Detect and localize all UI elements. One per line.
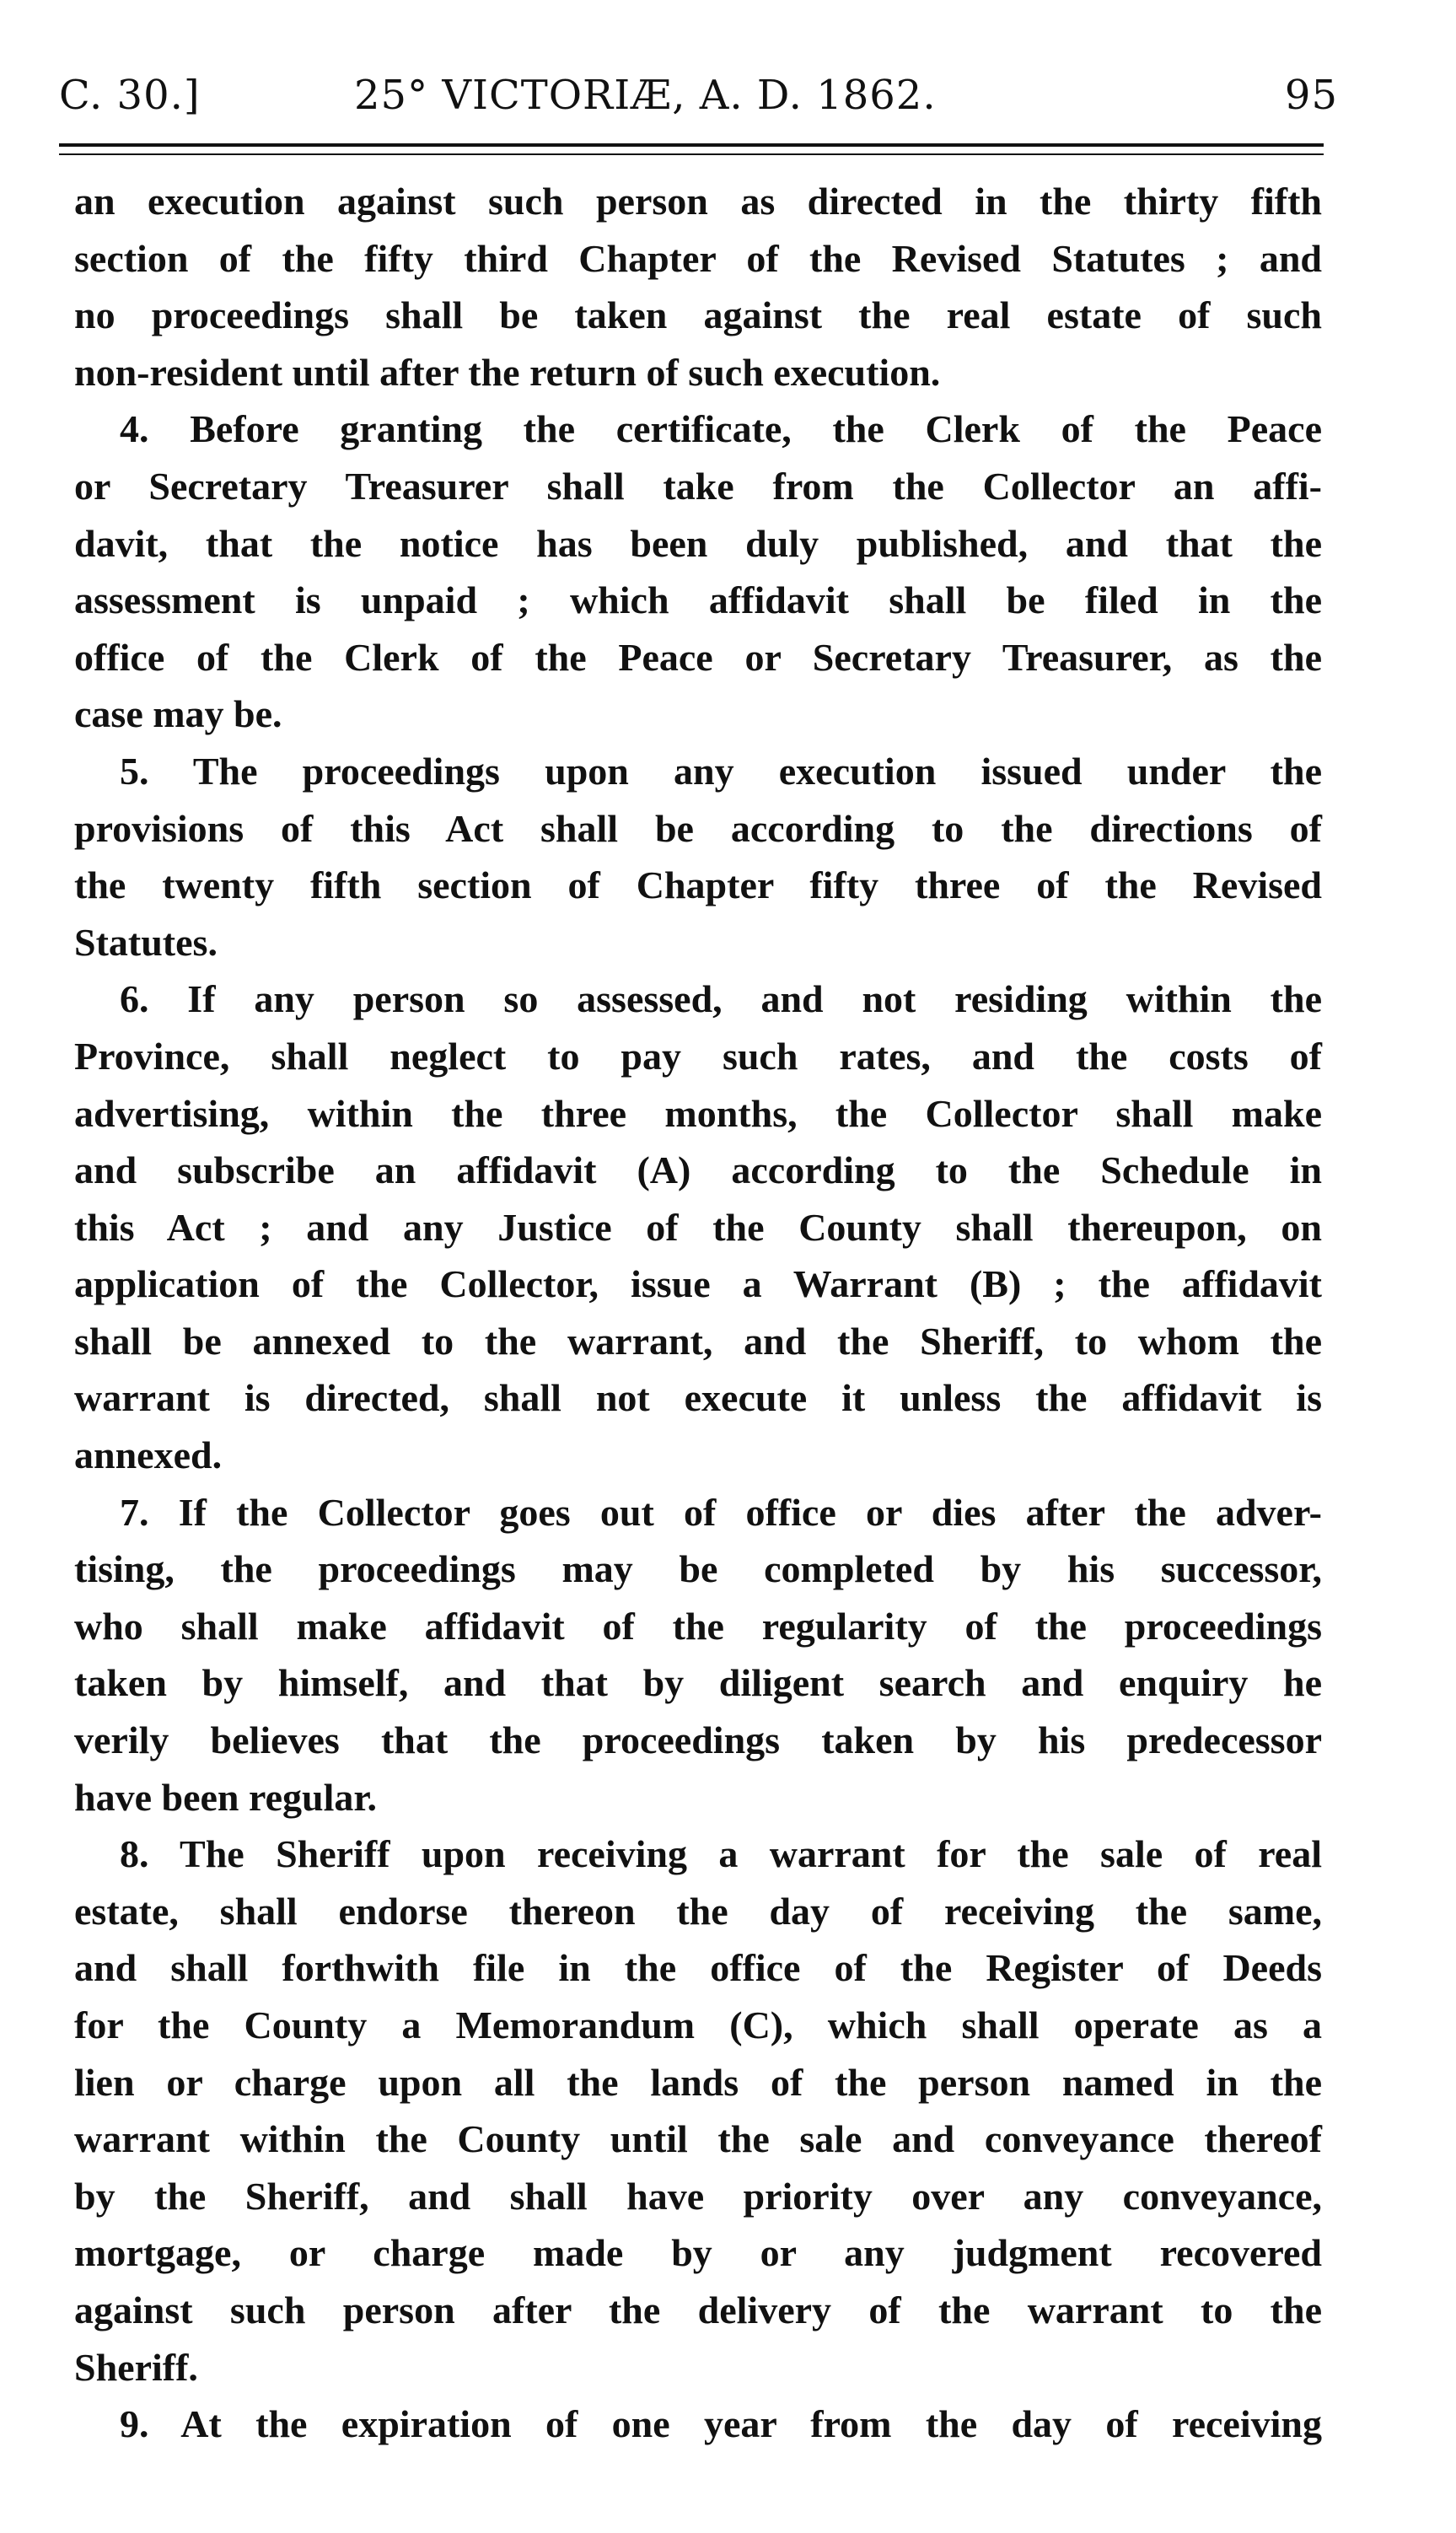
text-line: taken by himself, and that by diligent search and enquiry he xyxy=(74,1661,1322,1705)
text-line: estate, shall endorse thereon the day of receiving the same, xyxy=(74,1889,1322,1933)
text-line: the twenty fifth section of Chapter fifty three of the Revised xyxy=(74,863,1322,907)
text-line: or Secretary Treasurer shall take from the Collector an affi- xyxy=(74,464,1322,508)
statute-title: 25° VICTORIÆ, A. D. 1862. xyxy=(354,72,937,119)
section-paragraph xyxy=(74,401,1322,743)
text-line: warrant within the County until the sale and conveyance thereof xyxy=(74,2117,1322,2161)
text-line: davit, that the notice has been duly published, and that the xyxy=(74,521,1322,565)
text-line: and shall forthwith file in the office of the Register of Deeds xyxy=(74,1946,1322,1990)
text-line: 7. If the Collector goes out of office or dies after the adver- xyxy=(120,1490,1322,1534)
text-line: Sheriff. xyxy=(74,2345,198,2389)
text-line: this Act ; and any Justice of the County shall thereupon, on xyxy=(74,1205,1322,1249)
text-line: provisions of this Act shall be according to the directions of xyxy=(74,806,1322,850)
text-line: an execution against such person as directed in the thirty fifth xyxy=(74,180,1322,223)
text-line: Statutes. xyxy=(74,920,218,964)
text-line: case may be. xyxy=(74,692,282,736)
text-line: annexed. xyxy=(74,1433,223,1477)
header-rule-thick xyxy=(59,143,1324,147)
section-paragraph xyxy=(74,1826,1322,2396)
text-line: 9. At the expiration of one year from the day of receiving xyxy=(120,2402,1322,2446)
text-line: 4. Before granting the certificate, the Clerk of the Peace xyxy=(120,407,1322,451)
text-line: mortgage, or charge made by or any judgment recovered xyxy=(74,2231,1322,2275)
text-line: Province, shall neglect to pay such rates, and the costs of xyxy=(74,1034,1322,1078)
text-line: no proceedings shall be taken against the real estate of such xyxy=(74,293,1322,337)
statute-body xyxy=(74,173,1322,2453)
section-paragraph xyxy=(74,971,1322,1483)
text-line: office of the Clerk of the Peace or Secretary Treasurer, as the xyxy=(74,635,1322,679)
text-line: lien or charge upon all the lands of the person named in the xyxy=(74,2060,1322,2104)
text-line: shall be annexed to the warrant, and the Sheriff, to whom the xyxy=(74,1319,1322,1363)
text-line: section of the fifty third Chapter of the Revised Statutes ; and xyxy=(74,236,1322,280)
text-line: by the Sheriff, and shall have priority over any conveyance, xyxy=(74,2174,1322,2218)
chapter-reference: C. 30.] xyxy=(59,72,201,119)
section-paragraph xyxy=(74,2396,1322,2453)
text-line: and subscribe an affidavit (A) according to the Schedule in xyxy=(74,1148,1322,1192)
text-line: assessment is unpaid ; which affidavit shall be filed in the xyxy=(74,578,1322,622)
text-line: non-resident until after the return of such execution. xyxy=(74,350,941,394)
text-line: verily believes that the proceedings taken by his predecessor xyxy=(74,1718,1322,1762)
page-number: 95 xyxy=(1284,72,1338,119)
section-paragraph xyxy=(74,1484,1322,1826)
text-line: against such person after the delivery of the warrant to the xyxy=(74,2288,1322,2331)
text-line: who shall make affidavit of the regularity of the proceedings xyxy=(74,1604,1322,1648)
text-line: for the County a Memorandum (C), which shall operate as a xyxy=(74,2003,1322,2046)
header-rule-thin xyxy=(59,153,1324,155)
paragraph-continued xyxy=(74,173,1322,401)
section-paragraph xyxy=(74,743,1322,971)
text-line: 6. If any person so assessed, and not residing within the xyxy=(120,977,1322,1021)
running-header xyxy=(59,66,1338,125)
text-line: have been regular. xyxy=(74,1775,378,1819)
text-line: warrant is directed, shall not execute it unless the affidavit is xyxy=(74,1376,1322,1420)
text-line: 5. The proceedings upon any execution issued under the xyxy=(120,749,1322,793)
text-line: application of the Collector, issue a Warrant (B) ; the affidavit xyxy=(74,1262,1322,1306)
text-line: advertising, within the three months, the Collector shall make xyxy=(74,1091,1322,1135)
text-line: 8. The Sheriff upon receiving a warrant for the sale of real xyxy=(120,1832,1322,1876)
text-line: tising, the proceedings may be completed by his successor, xyxy=(74,1547,1322,1591)
